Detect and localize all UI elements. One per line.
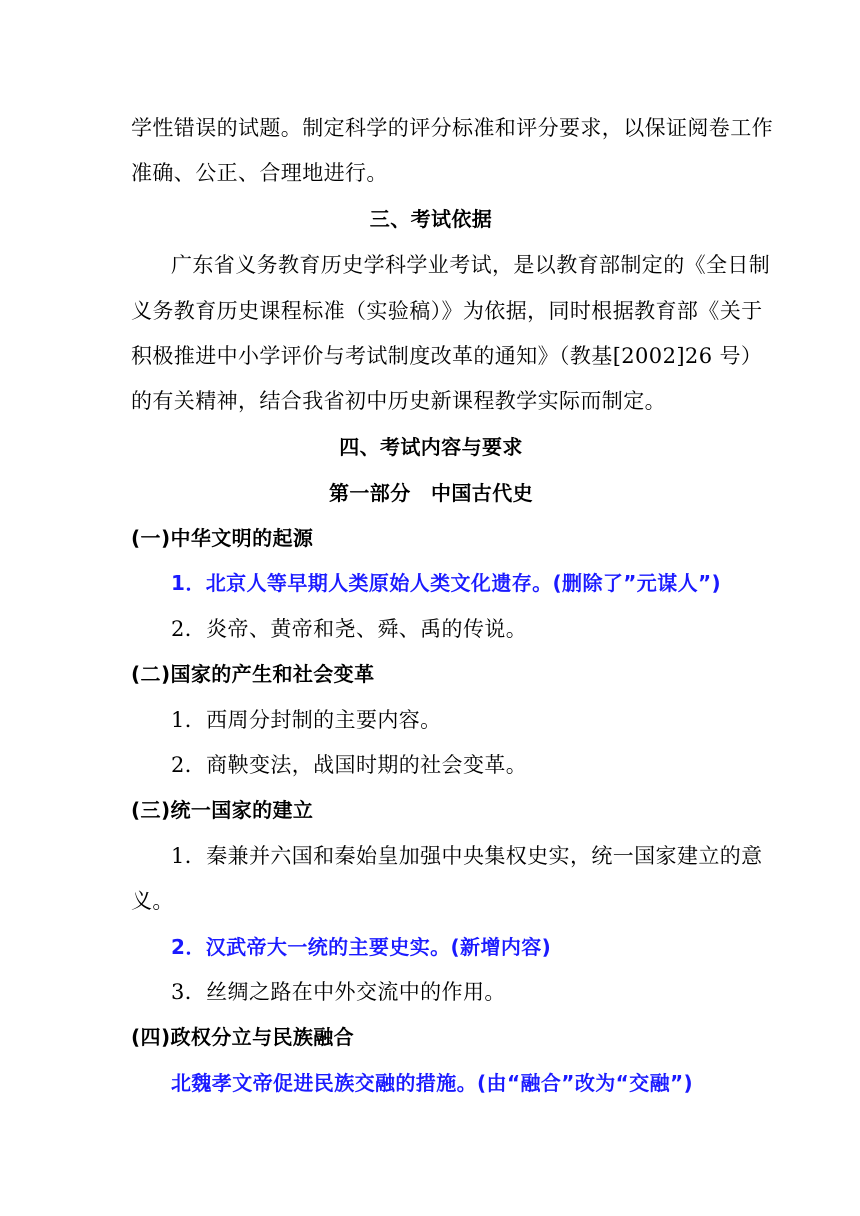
list-item: 2．炎帝、黄帝和尧、舜、禹的传说。 xyxy=(171,617,528,641)
list-item: 2．商鞅变法，战国时期的社会变革。 xyxy=(171,753,528,777)
paragraph-line: 积极推进中小学评价与考试制度改革的通知》（教基[2002]26 号） xyxy=(131,344,763,368)
list-item: 1．秦兼并六国和秦始皇加强中央集权史实，统一国家建立的意 xyxy=(171,844,763,868)
highlighted-item: 1．北京人等早期人类原始人类文化遗存。(删除了”元谋人”) xyxy=(171,571,722,595)
paragraph-line: 准确、公正、合理地进行。 xyxy=(131,161,388,185)
highlighted-item: 2．汉武帝大一统的主要史实。(新增内容) xyxy=(171,935,552,959)
section-heading: 四、考试内容与要求 xyxy=(339,435,523,459)
section-heading: 三、考试依据 xyxy=(369,207,493,231)
subsection-heading: (三)统一国家的建立 xyxy=(131,798,314,822)
paragraph-line: 义务教育历史课程标准（实验稿）》为依据，同时根据教育部《关于 xyxy=(131,299,763,323)
list-item: 1．西周分封制的主要内容。 xyxy=(171,708,442,732)
paragraph-line: 学性错误的试题。制定科学的评分标准和评分要求，以保证阅卷工作 xyxy=(131,116,773,140)
list-item-continuation: 义。 xyxy=(131,889,174,913)
subsection-heading: (一)中华文明的起源 xyxy=(131,526,314,550)
paragraph-line: 的有关精神，结合我省初中历史新课程教学实际而制定。 xyxy=(131,389,666,413)
paragraph-line: 广东省义务教育历史学科学业考试，是以教育部制定的《全日制 xyxy=(171,253,771,277)
part-heading: 第一部分 中国古代史 xyxy=(329,481,533,505)
list-item: 3．丝绸之路在中外交流中的作用。 xyxy=(171,980,506,1004)
subsection-heading: (四)政权分立与民族融合 xyxy=(131,1025,355,1049)
highlighted-item: 北魏孝文帝促进民族交融的措施。(由“融合”改为“交融”) xyxy=(171,1071,694,1095)
subsection-heading: (二)国家的产生和社会变革 xyxy=(131,662,375,686)
